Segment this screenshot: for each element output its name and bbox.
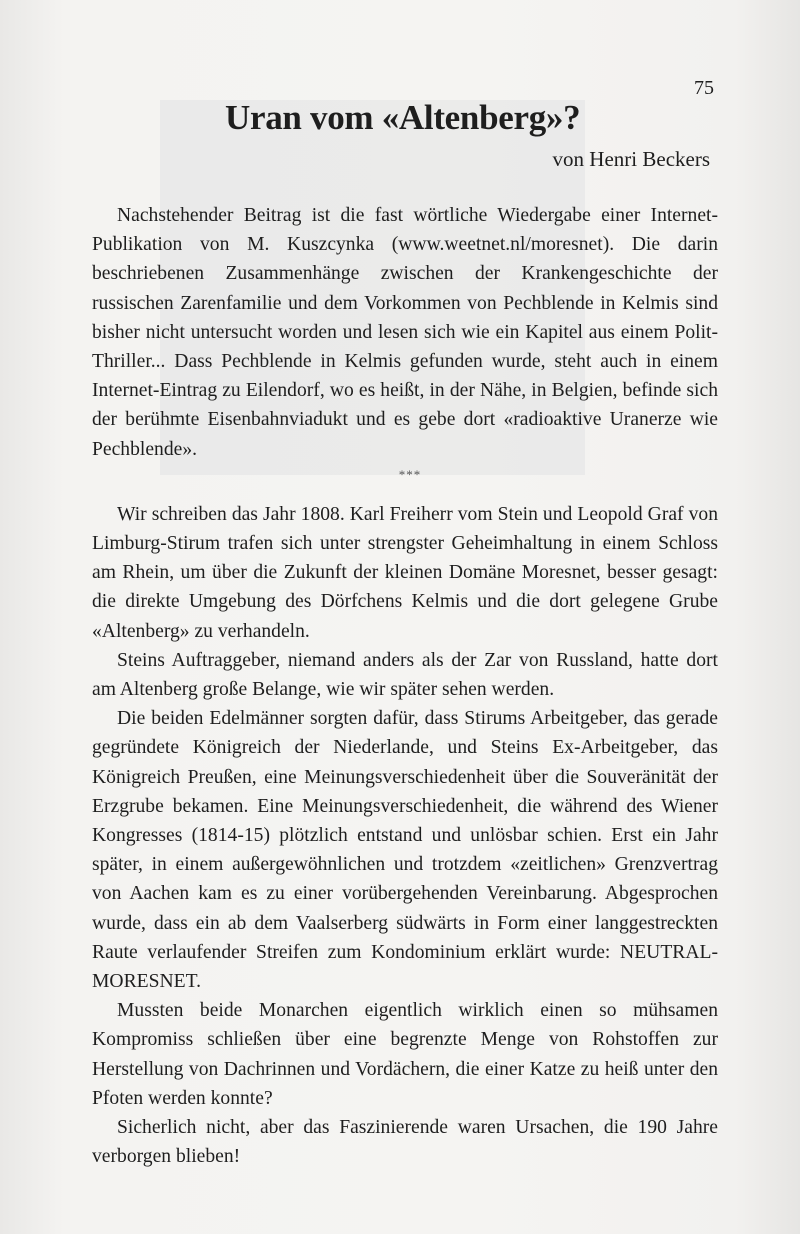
article-title: Uran vom «Altenberg»? bbox=[225, 98, 581, 137]
page-number: 75 bbox=[694, 77, 714, 99]
intro-paragraph: Nachstehender Beitrag ist die fast wörtliche Wiedergabe einer Internet-Publikation von M. Kuszcynka (www.weetnet.nl/moresnet). Die darin beschriebenen Zusammenhänge zwischen der Krankengeschichte der russischen Zarenfamilie und dem Vorkommen von Pechblende in Kelmis sind bisher nicht untersucht worden und lesen sich wie ein Kapitel aus einem Polit-Thriller... Dass Pechblende in Kelmis gefunden wurde, steht auch in einem Internet-Eintrag zu Eilendorf, wo es heißt, in der Nähe, in Belgien, befinde sich der berühmte Eisenbahnviadukt und es gebe dort «radioaktive Uranerze wie Pechblende». bbox=[92, 205, 718, 460]
article-author: von Henri Beckers bbox=[552, 147, 710, 171]
body-paragraph-2: Steins Auftraggeber, niemand anders als der Zar von Russland, hatte dort am Altenberg große Belange, wie wir später sehen werden. bbox=[92, 649, 718, 701]
body-paragraph-4: Mussten beide Monarchen eigentlich wirklich einen so mühsamen Kompromiss schließen über eine begrenzte Menge von Rohstoffen zur Herstellung von Dachrinnen und Vordächern, die einer Katze zu heiß unter den Pfoten werden konnte? bbox=[92, 1000, 718, 1109]
body-paragraph-3: Die beiden Edelmänner sorgten dafür, dass Stirums Arbeitgeber, das gerade gegründete Königreich der Niederlande, und Steins Ex-Arbeitgeber, das Königreich Preußen, eine Meinungsverschiedenheit über die Souveränität der Erzgrube bekamen. Eine Meinungsverschiedenheit, die während des Wiener Kongresses (1814-15) plötzlich entstand und unlösbar schien. Erst ein Jahr später, in einem außergewöhnlichen und trotzdem «zeitlichen» Grenzvertrag von Aachen kam es zu einer vorübergehenden Vereinbarung. Abgesprochen wurde, dass ein ab dem Vaalserberg südwärts in Form einer langgestreckten Raute verlaufender Streifen zum Kondominium erklärt wurde: NEUTRAL-MORESNET. bbox=[92, 708, 718, 993]
body-paragraph-5: Sicherlich nicht, aber das Faszinierende waren Ursachen, die 190 Jahre verborgen blieben! bbox=[92, 1117, 718, 1168]
section-separator: *** bbox=[398, 466, 422, 482]
article-body bbox=[92, 201, 718, 1172]
body-paragraph-1: Wir schreiben das Jahr 1808. Karl Freiherr vom Stein und Leopold Graf von Limburg-Stirum trafen sich unter strengster Geheimhaltung in einem Schloss am Rhein, um über die Zukunft der kleinen Domäne Moresnet, besser gesagt: die direkte Umgebung des Dörfchens Kelmis und die dort gelegene Grube «Altenberg» zu verhandeln. bbox=[92, 503, 718, 642]
